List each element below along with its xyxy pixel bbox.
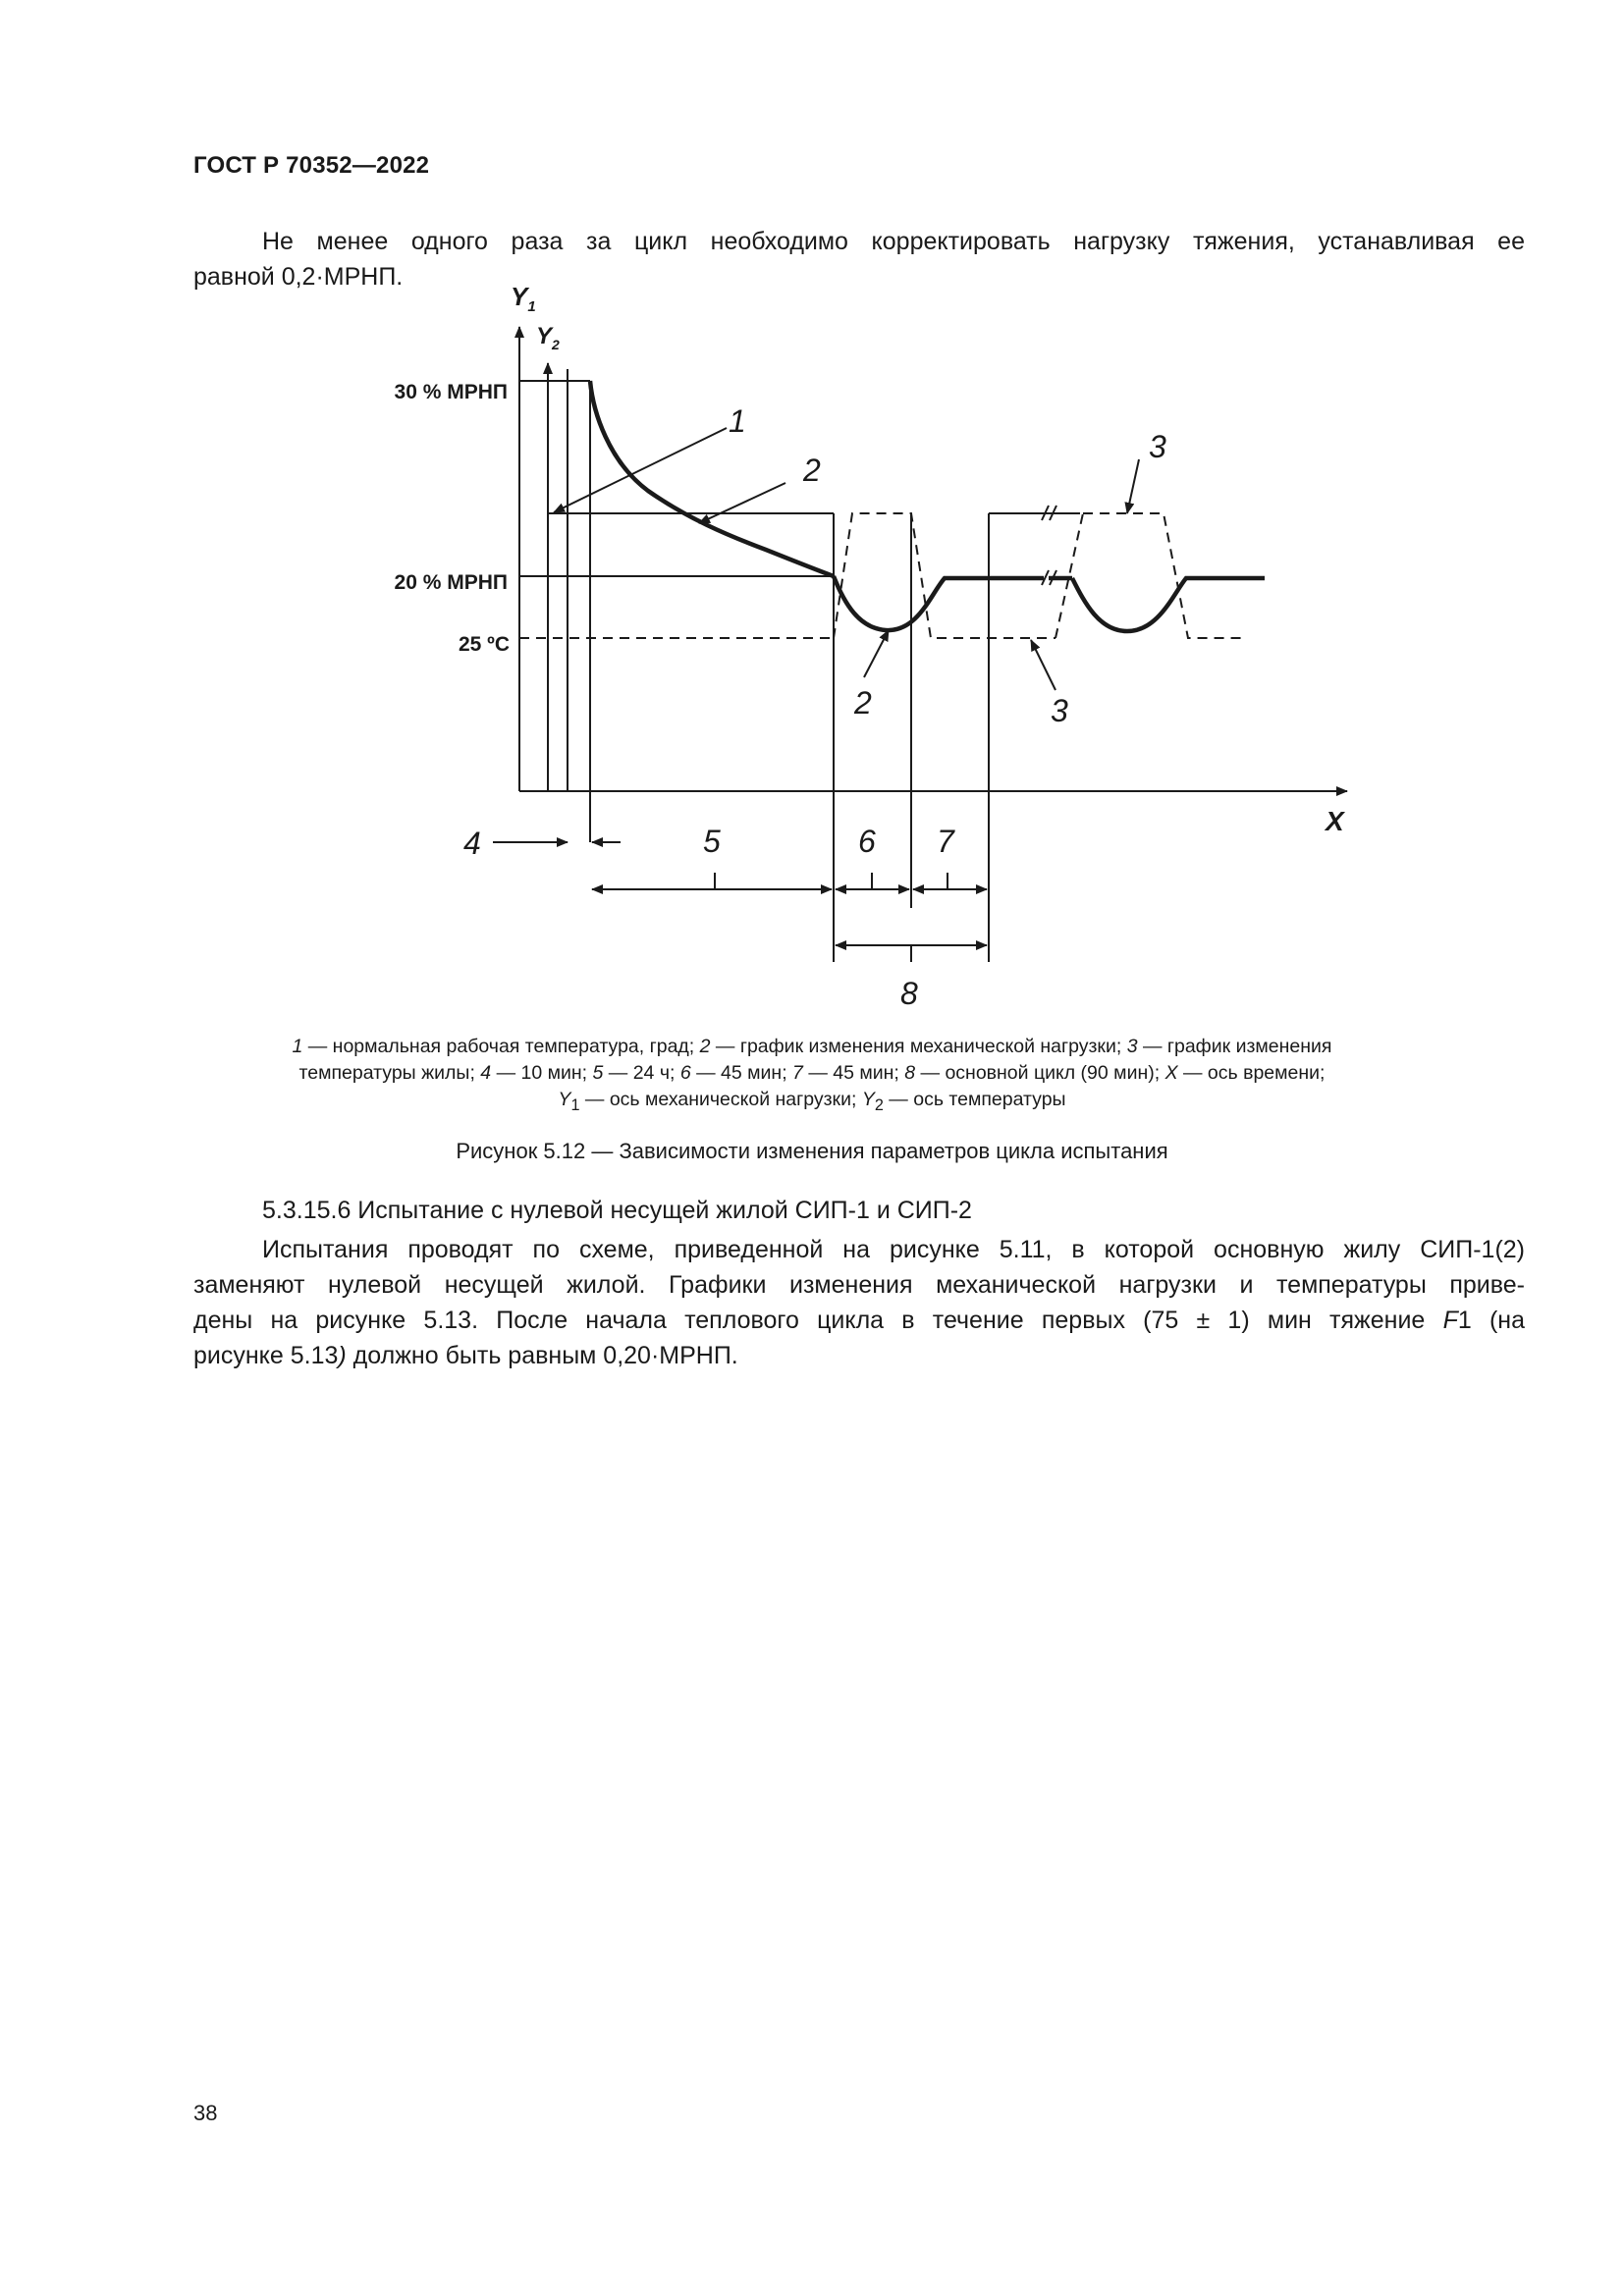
leader-3-top [1127, 459, 1139, 513]
section-para-line-2: заменяют нулевой несущей жилой. Графики изменения механической нагрузки и температуры приве- [193, 1271, 1525, 1299]
figure-legend [236, 1034, 1388, 1119]
y1-axis-label: $Y_1$ [511, 282, 536, 315]
legend-line-1: 1 — нормальная рабочая температура, град; 2 — график изменения механической нагрузки; 3 — график изменения [292, 1036, 1332, 1057]
mark-8: 8 [900, 976, 918, 1011]
legend-line-3: $Y_1$ — ось механической нагрузки; $Y_2$ — ось температуры [558, 1089, 1066, 1114]
temp-curve-cycle2 [1083, 513, 1247, 638]
load-curve-decay [590, 381, 834, 576]
load-curve-cycle1 [834, 576, 1044, 630]
level-30-label: 30 % МРНП [394, 381, 508, 403]
temp-rise-cycle2 [1056, 513, 1083, 638]
intro-line-2: равной 0,2·МРНП. [193, 263, 404, 291]
section-para-line-3: дены на рисунке 5.13. После начала теплового цикла в течение первых (75 ± 1) мин тяжение F1 (на [193, 1307, 1525, 1334]
mark-3-bottom: 3 [1051, 693, 1068, 728]
mark-7: 7 [937, 824, 954, 859]
mark-6: 6 [858, 824, 876, 859]
legend-line-2: температуры жилы; 4 — 10 мин; 5 — 24 ч; 6 — 45 мин; 7 — 45 мин; 8 — основной цикл (90 мин); X — ось времени; [298, 1062, 1326, 1084]
leader-3-bottom [1031, 640, 1056, 690]
leader-2-top [699, 483, 785, 523]
mark-3-top: 3 [1149, 429, 1166, 464]
x-axis-label: X [1326, 806, 1344, 836]
intro-line-1: Не менее одного раза за цикл необходимо корректировать нагрузку тяжения, устанавливая ее [262, 228, 1525, 255]
load-curve-cycle2 [1072, 578, 1265, 631]
section-para-line-1: Испытания проводят по схеме, приведенной на рисунке 5.11, в которой основную жилу СИП-1(2) [262, 1236, 1525, 1263]
document-header: ГОСТ Р 70352—2022 [193, 152, 430, 179]
figure-caption: Рисунок 5.12 — Зависимости изменения параметров цикла испытания [456, 1139, 1168, 1163]
leader-1 [554, 428, 727, 512]
figure-5-12 [0, 275, 1624, 1021]
section-title: 5.3.15.6 Испытание с нулевой несущей жилой СИП-1 и СИП-2 [262, 1197, 972, 1224]
mark-2-top: 2 [803, 453, 821, 488]
temp-curve-cycle1 [834, 513, 1056, 638]
mark-2-bottom: 2 [854, 685, 872, 721]
mark-4: 4 [463, 826, 481, 861]
section-para-line-4: рисунке 5.13) должно быть равным 0,20·МРНП. [193, 1342, 738, 1369]
mark-5: 5 [703, 824, 721, 859]
level-20-label: 20 % МРНП [394, 571, 508, 594]
page-number: 38 [193, 2101, 218, 2125]
mark-1: 1 [729, 403, 746, 439]
y2-axis-label: $Y_2$ [536, 323, 560, 352]
level-25c-label: 25 ºC [458, 633, 510, 656]
leader-2-bottom [864, 630, 889, 677]
